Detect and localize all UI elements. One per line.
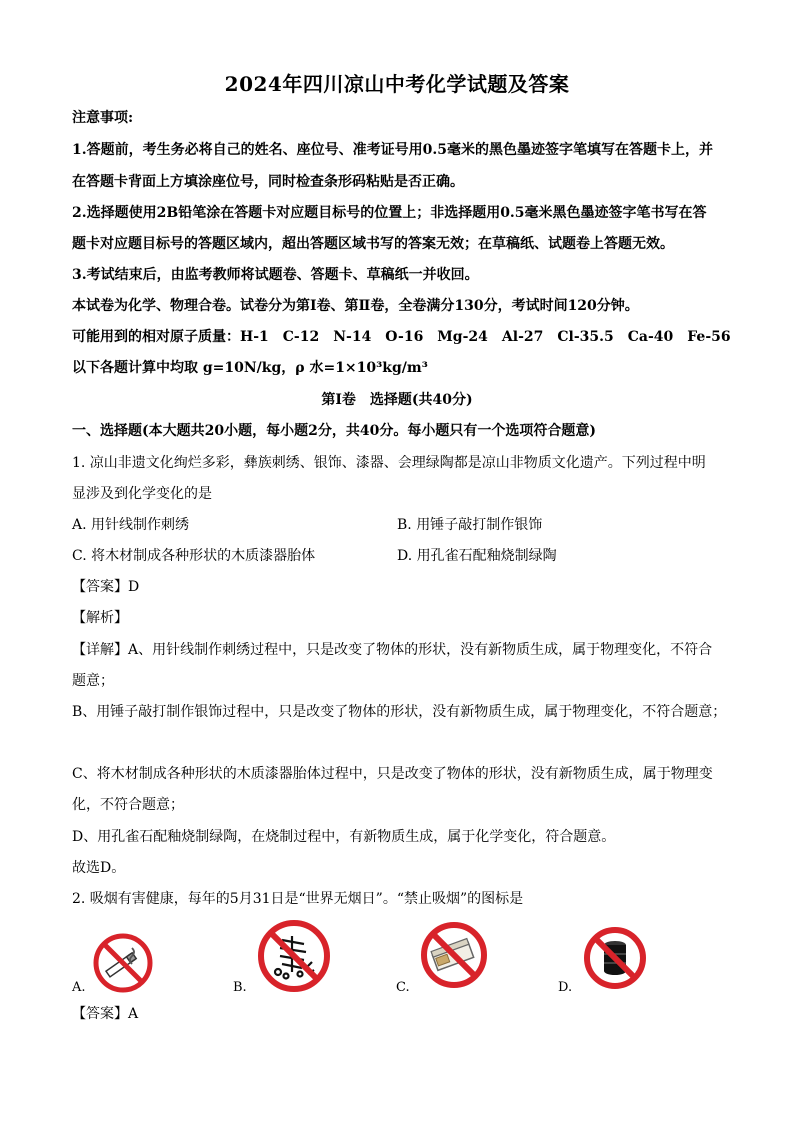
q1-detail-c2: 化，不符合题意； xyxy=(72,797,184,813)
q2-stem: 2. 吸烟有害健康，每年的5月31日是“世界无烟日”。“禁止吸烟”的图标是 xyxy=(72,891,524,907)
q2-option-a-label: A. xyxy=(72,980,86,995)
q1-detail-a1: 【详解】A、用针线制作刺绣过程中，只是改变了物体的形状，没有新物质生成，属于物理变化，不符合 xyxy=(72,642,713,658)
page-title: 2024年四川凉山中考化学试题及答案 xyxy=(224,72,570,96)
no-oil-drum-icon xyxy=(582,925,648,995)
q1-option-d: D. 用孔雀石配釉烧制绿陶 xyxy=(397,548,557,564)
notice-item-2a: 2.选择题使用2B铅笔涂在答题卡对应题目标号的位置上；非选择题用0.5毫米黑色墨迹签字笔书写在答 xyxy=(72,205,707,221)
q1-detail-c1: C、将木材制成各种形状的木质漆器胎体过程中，只是改变了物体的形状，没有新物质生成，属于物理变 xyxy=(72,766,713,782)
q1-detail-b: B、用锤子敲打制作银饰过程中，只是改变了物体的形状，没有新物质生成，属于物理变化，不符合题意； xyxy=(72,704,727,720)
q2-option-b-label: B. xyxy=(233,980,247,995)
notice-item-2b: 题卡对应题目标号的答题区域内，超出答题区域书写的答案无效；在草稿纸、试题卷上答题无效。 xyxy=(72,236,674,252)
q1-detail-a2: 题意； xyxy=(72,673,114,689)
q2-answer: 【答案】A xyxy=(72,1006,139,1022)
q1-answer: 【答案】D xyxy=(72,579,140,595)
q1-stem-b: 显涉及到化学变化的是 xyxy=(72,486,212,502)
notice-heading: 注意事项: xyxy=(72,110,134,126)
q2-option-c-label: C. xyxy=(396,980,410,995)
no-smoking-icon xyxy=(92,932,154,998)
q1-option-a: A. 用针线制作刺绣 xyxy=(72,517,190,533)
q1-option-b: B. 用锤子敲打制作银饰 xyxy=(397,517,543,533)
notice-item-1b: 在答题卡背面上方填涂座位号，同时检查条形码粘贴是否正确。 xyxy=(72,174,464,190)
q1-detail-d: D、用孔雀石配釉烧制绿陶，在烧制过程中，有新物质生成，属于化学变化，符合题意。 xyxy=(72,829,616,845)
q1-option-c: C. 将木材制成各种形状的木质漆器胎体 xyxy=(72,548,316,564)
notice-item-1a: 1.答题前，考生务必将自己的姓名、座位号、准考证号用0.5毫米的黑色墨迹签字笔填写在答题卡上，并 xyxy=(72,142,713,158)
constants-line: 以下各题计算中均取 g=10N/kg，ρ 水=1×10³kg/m³ xyxy=(72,360,428,376)
part-heading: 一、选择题(本大题共20小题，每小题2分，共40分。每小题只有一个选项符合题意) xyxy=(72,423,596,439)
atomic-mass-line: 可能用到的相对原子质量：H-1 C-12 N-14 O-16 Mg-24 Al-27 Cl-35.5 Ca-40 Fe-56 xyxy=(72,329,731,345)
no-matches-icon xyxy=(419,920,489,994)
no-firecrackers-icon xyxy=(256,918,332,998)
q2-option-d-label: D. xyxy=(558,980,573,995)
q1-conclusion: 故选D。 xyxy=(72,860,126,876)
q1-analysis: 【解析】 xyxy=(72,610,128,626)
notice-item-3: 3.考试结束后，由监考教师将试题卷、答题卡、草稿纸一并收回。 xyxy=(72,267,479,283)
paper-info: 本试卷为化学、物理合卷。试卷分为第Ⅰ卷、第Ⅱ卷，全卷满分130分，考试时间120分钟。 xyxy=(72,298,639,314)
section-title: 第Ⅰ卷 选择题(共40分) xyxy=(321,392,473,408)
q1-stem-a: 1. 凉山非遗文化绚烂多彩，彝族刺绣、银饰、漆器、会理绿陶都是凉山非物质文化遗产。下列过程中明 xyxy=(72,455,706,471)
